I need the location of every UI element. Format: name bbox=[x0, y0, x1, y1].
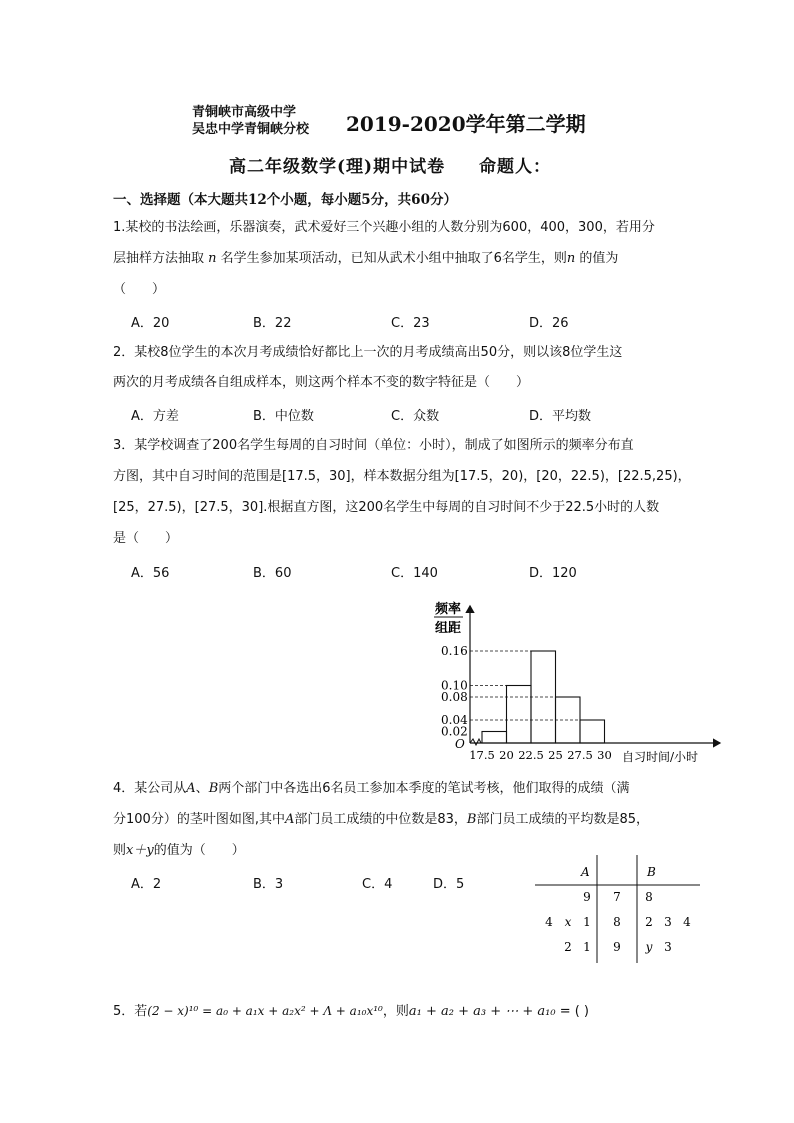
q1-option-b: B．22 bbox=[253, 316, 292, 331]
q2-option-c: C．众数 bbox=[391, 409, 440, 424]
q1-var-n-2: n bbox=[566, 251, 576, 266]
q4-line2-c: 部门员工成绩的平均数是85， bbox=[476, 812, 649, 827]
q5-prefix: 5．若 bbox=[113, 1004, 148, 1019]
stem-leaf-a-leaf: 1 bbox=[583, 915, 591, 929]
q2-option-d: D．平均数 bbox=[529, 409, 592, 424]
q4-line1-c: 两个部门中各选出6名员工参加本季度的笔试考核，他们取得的成绩（满 bbox=[218, 781, 630, 796]
q2-option-a: A．方差 bbox=[131, 409, 179, 424]
hist-xtick-label-3: 22.5 bbox=[518, 748, 544, 762]
q4-line2-a: 分100分）的茎叶图如图,其中 bbox=[113, 812, 285, 827]
stem-leaf-b-leaf: y bbox=[645, 940, 653, 954]
q5-suffix: = ( ) bbox=[555, 1004, 589, 1019]
stem-leaf-stem: 9 bbox=[613, 940, 621, 954]
q3-option-d: D．120 bbox=[529, 566, 577, 581]
section-heading: 一、选择题（本大题共12个小题，每小题5分，共60分） bbox=[113, 192, 457, 208]
frequency-histogram bbox=[425, 596, 725, 772]
hist-origin-label: O bbox=[455, 737, 465, 751]
hist-xtick-label-5: 27.5 bbox=[567, 748, 593, 762]
hist-ytick-label-1: 0.02 bbox=[441, 724, 468, 739]
q3-line4: 是（ ） bbox=[113, 531, 179, 546]
author-label: 命题人： bbox=[479, 157, 551, 177]
term-label: 2019-2020学年第二学期 bbox=[346, 112, 586, 136]
q5-sum: a₁ + a₂ + a₃ + ⋯ + a₁₀ bbox=[408, 1004, 556, 1019]
hist-ytick-label-5: 0.16 bbox=[441, 644, 468, 658]
hist-ytick-label-3: 0.08 bbox=[441, 690, 468, 704]
hist-xtick-label-6: 30 bbox=[597, 748, 612, 762]
stem-leaf-b-leaf: 4 bbox=[683, 915, 691, 929]
q1-option-d: D．26 bbox=[529, 316, 569, 331]
exam-title: 高二年级数学(理)期中试卷 bbox=[229, 157, 446, 177]
q4-line3-b: 的值为（ ） bbox=[153, 843, 245, 858]
stem-leaf-stem: 8 bbox=[613, 915, 621, 929]
q3-line1: 3．某学校调查了200名学生每周的自习时间（单位：小时），制成了如图所示的频率分布直 bbox=[113, 438, 634, 453]
q4-line3 bbox=[113, 835, 245, 866]
stem-leaf-header-a: A bbox=[581, 865, 590, 879]
hist-xlabel: 自习时间/小时 bbox=[622, 750, 699, 764]
q4-line3-a: 则 bbox=[113, 843, 127, 858]
q1-line2-a: 层抽样方法抽取 bbox=[113, 251, 209, 266]
q4-dept-a-2: A bbox=[284, 812, 295, 827]
q1-line2-c: 的值为 bbox=[575, 251, 619, 266]
q5-expansion: (2 − x)¹⁰ = a₀ + a₁x + a₂x² + Λ + a₁₀x¹⁰ bbox=[147, 1004, 383, 1018]
q4-dept-b: B bbox=[208, 781, 219, 796]
q5-mid: ，则 bbox=[382, 1004, 409, 1019]
stem-leaf-a-leaf: 4 bbox=[545, 915, 553, 929]
q2-line1: 2．某校8位学生的本次月考成绩恰好都比上一次的月考成绩高出50分，则以该8位学生这 bbox=[113, 345, 623, 360]
hist-bar-2 bbox=[507, 686, 532, 744]
stem-leaf-b-leaf: 8 bbox=[645, 890, 653, 904]
q1-line2 bbox=[113, 243, 618, 274]
stem-leaf-a-leaf: x bbox=[564, 915, 572, 929]
school-name-2: 吴忠中学青铜峡分校 bbox=[192, 122, 310, 137]
q1-line3: （ ） bbox=[113, 282, 166, 297]
q1-line2-b: 名学生参加某项活动，已知从武术小组中抽取了6名学生，则 bbox=[216, 251, 567, 266]
q2-line2: 两次的月考成绩各自组成样本，则这两个样本不变的数字特征是（ ） bbox=[113, 375, 530, 390]
hist-xtick-label-2: 20 bbox=[499, 748, 514, 762]
q4-option-c: C．4 bbox=[362, 877, 393, 892]
q3-option-c: C．140 bbox=[391, 566, 438, 581]
q4-line1-b: 、 bbox=[195, 781, 209, 796]
hist-ylabel-top: 频率 bbox=[435, 602, 462, 617]
hist-bar-1 bbox=[482, 732, 507, 744]
q3-option-b: B．60 bbox=[253, 566, 292, 581]
hist-ylabel-bottom: 组距 bbox=[435, 621, 462, 636]
hist-ytick-label-4: 0.10 bbox=[441, 678, 468, 693]
stem-leaf-stem: 7 bbox=[613, 890, 621, 904]
q1-option-a: A．20 bbox=[131, 316, 170, 331]
stem-leaf-a-leaf: 2 bbox=[564, 940, 572, 954]
hist-ytick-label-2: 0.04 bbox=[441, 713, 468, 727]
hist-bar-5 bbox=[580, 720, 605, 743]
q1-option-c: C．23 bbox=[391, 316, 430, 331]
q3-line3: [25，27.5)，[27.5，30].根据直方图，这200名学生中每周的自习时间不少于22.5小时的人数 bbox=[113, 500, 660, 515]
stem-leaf-b-leaf: 3 bbox=[664, 915, 672, 929]
hist-xtick-label-1: 17.5 bbox=[469, 748, 495, 762]
q4-line1-a: 4．某公司从 bbox=[113, 781, 187, 796]
hist-xtick-label-4: 25 bbox=[548, 748, 563, 762]
q4-option-d: D．5 bbox=[433, 877, 465, 892]
stem-leaf-b-leaf: 3 bbox=[664, 940, 672, 954]
stem-leaf-header-b: B bbox=[647, 865, 656, 879]
stem-leaf-a-leaf: 1 bbox=[583, 940, 591, 954]
school-name-1: 青铜峡市高级中学 bbox=[192, 105, 297, 120]
q4-line1 bbox=[113, 773, 630, 804]
q3-option-a: A．56 bbox=[131, 566, 170, 581]
q4-dept-a: A bbox=[186, 781, 196, 796]
q4-line2 bbox=[113, 804, 649, 835]
q4-line2-b: 部门员工成绩的中位数是83， bbox=[294, 812, 467, 827]
q3-line2: 方图，其中自习时间的范围是[17.5，30]，样本数据分组为[17.5，20)，[20，22.5)，[22.5,25)， bbox=[113, 469, 691, 484]
q4-option-a: A．2 bbox=[131, 877, 162, 892]
q4-x-plus-y: x＋y bbox=[126, 843, 154, 858]
q1-var-n: n bbox=[208, 251, 217, 266]
q2-option-b: B．中位数 bbox=[253, 409, 314, 424]
q1-line1: 1.某校的书法绘画，乐器演奏，武术爱好三个兴趣小组的人数分别为600，400，300，若用分 bbox=[113, 220, 655, 235]
hist-axis-break bbox=[470, 739, 481, 745]
q4-dept-b-2: B bbox=[466, 812, 477, 827]
q5-line bbox=[113, 996, 589, 1027]
stem-leaf-plot bbox=[535, 855, 705, 963]
stem-leaf-b-leaf: 2 bbox=[645, 915, 653, 929]
q4-option-b: B．3 bbox=[253, 877, 284, 892]
stem-leaf-a-leaf: 9 bbox=[583, 890, 591, 904]
